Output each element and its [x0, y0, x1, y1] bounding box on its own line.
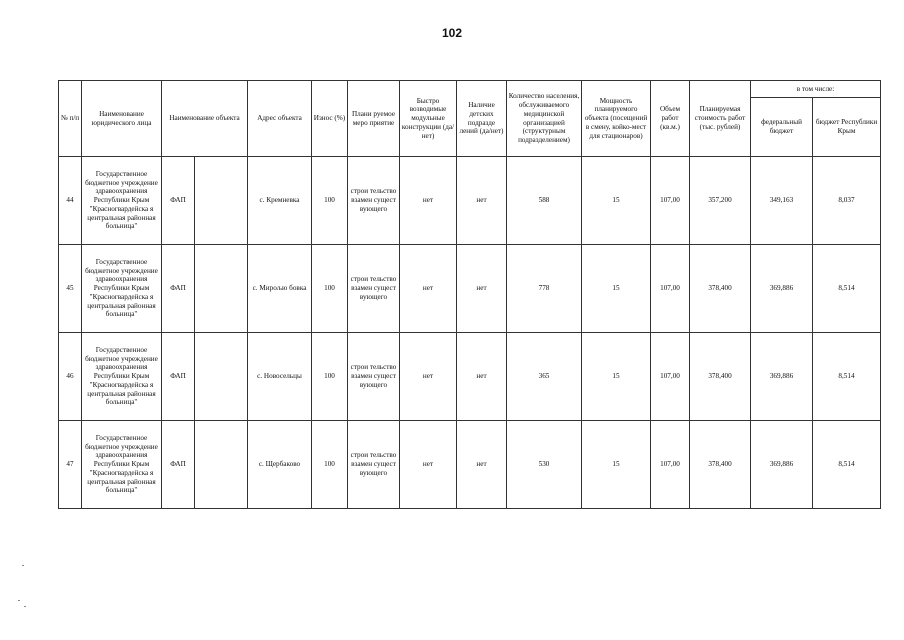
cell-measure: строи тельство взамен сущест вующего	[348, 245, 400, 333]
cell-address: с. Кремневка	[248, 157, 312, 245]
header-object-name: Наименование объекта	[162, 81, 248, 157]
cell-children: нет	[457, 157, 507, 245]
cell-wear: 100	[312, 333, 348, 421]
scan-speck	[24, 606, 26, 607]
cell-capacity: 15	[582, 157, 651, 245]
header-federal-budget: федеральный бюджет	[751, 98, 813, 157]
cell-address: с. Мирољю бовка	[248, 245, 312, 333]
header-children-units: Наличие детских подразде лений (да/нет)	[457, 81, 507, 157]
header-wear: Износ (%)	[312, 81, 348, 157]
cell-capacity: 15	[582, 333, 651, 421]
cell-object: ФАП	[162, 333, 195, 421]
cell-modular: нет	[400, 157, 457, 245]
cell-num: 44	[59, 157, 82, 245]
cell-regional: 8,514	[813, 333, 881, 421]
cell-address: с. Щербаково	[248, 421, 312, 509]
cell-legal-entity: Государственное бюджетное учреждение здравоохранения Республики Крым "Красногвардейска я центральная районная больница"	[82, 333, 162, 421]
header-address: Адрес объекта	[248, 81, 312, 157]
cell-regional: 8,514	[813, 421, 881, 509]
cell-federal: 369,886	[751, 421, 813, 509]
cell-volume: 107,00	[651, 421, 690, 509]
table-row	[59, 245, 881, 333]
header-capacity: Мощность планируемого объекта (посещений в смену, койко-мест для стационаров)	[582, 81, 651, 157]
cell-object: ФАП	[162, 421, 195, 509]
cell-modular: нет	[400, 333, 457, 421]
cell-num: 46	[59, 333, 82, 421]
cell-legal-entity: Государственное бюджетное учреждение здравоохранения Республики Крым "Красногвардейска я центральная районная больница"	[82, 245, 162, 333]
cell-population: 365	[507, 333, 582, 421]
cell-legal-entity: Государственное бюджетное учреждение здравоохранения Республики Крым "Красногвардейска я центральная районная больница"	[82, 421, 162, 509]
cell-object-extra	[195, 421, 248, 509]
cell-cost: 357,200	[690, 157, 751, 245]
table-body	[59, 157, 881, 509]
cell-federal: 369,886	[751, 245, 813, 333]
cell-measure: строи тельство взамен сущест вующего	[348, 157, 400, 245]
cell-regional: 8,514	[813, 245, 881, 333]
cell-volume: 107,00	[651, 245, 690, 333]
cell-object-extra	[195, 245, 248, 333]
scan-speck	[18, 600, 20, 601]
cell-volume: 107,00	[651, 333, 690, 421]
cell-wear: 100	[312, 421, 348, 509]
header-population: Количество населения, обслуживаемого медицинской организацией (структурным подразделением)	[507, 81, 582, 157]
header-planned-measure: Плани руемое меро приятие	[348, 81, 400, 157]
cell-object-extra	[195, 157, 248, 245]
cell-num: 45	[59, 245, 82, 333]
cell-num: 47	[59, 421, 82, 509]
cell-population: 778	[507, 245, 582, 333]
header-planned-cost: Планируемая стоимость работ (тыс. рублей)	[690, 81, 751, 157]
header-legal-entity: Наименование юридического лица	[82, 81, 162, 157]
cell-address: с. Новосельцы	[248, 333, 312, 421]
cell-population: 530	[507, 421, 582, 509]
cell-children: нет	[457, 333, 507, 421]
cell-measure: строи тельство взамен сущест вующего	[348, 333, 400, 421]
cell-wear: 100	[312, 245, 348, 333]
table-row	[59, 333, 881, 421]
cell-children: нет	[457, 245, 507, 333]
cell-volume: 107,00	[651, 157, 690, 245]
page-number: 102	[441, 26, 463, 40]
cell-federal: 369,886	[751, 333, 813, 421]
cell-federal: 349,163	[751, 157, 813, 245]
header-num: № п/п	[59, 81, 82, 157]
scan-speck	[22, 565, 24, 566]
header-volume: Объем работ (кв.м.)	[651, 81, 690, 157]
cell-legal-entity: Государственное бюджетное учреждение здравоохранения Республики Крым "Красногвардейска я центральная районная больница"	[82, 157, 162, 245]
cell-cost: 378,400	[690, 245, 751, 333]
cell-population: 588	[507, 157, 582, 245]
cell-capacity: 15	[582, 421, 651, 509]
cell-object-extra	[195, 333, 248, 421]
cell-modular: нет	[400, 421, 457, 509]
cell-measure: строи тельство взамен сущест вующего	[348, 421, 400, 509]
header-quick-modular: Быстро возводимые модульные конструкции (да/нет)	[400, 81, 457, 157]
cell-cost: 378,400	[690, 421, 751, 509]
cell-capacity: 15	[582, 245, 651, 333]
cell-object: ФАП	[162, 245, 195, 333]
cell-cost: 378,400	[690, 333, 751, 421]
table-row	[59, 157, 881, 245]
table-row	[59, 421, 881, 509]
header-crimea-budget: бюджет Республики Крым	[813, 98, 881, 157]
cell-regional: 8,037	[813, 157, 881, 245]
cell-wear: 100	[312, 157, 348, 245]
cell-children: нет	[457, 421, 507, 509]
header-including: в том числе:	[751, 81, 881, 98]
cell-modular: нет	[400, 245, 457, 333]
header-row-top	[59, 81, 881, 98]
facilities-table	[58, 80, 881, 509]
cell-object: ФАП	[162, 157, 195, 245]
